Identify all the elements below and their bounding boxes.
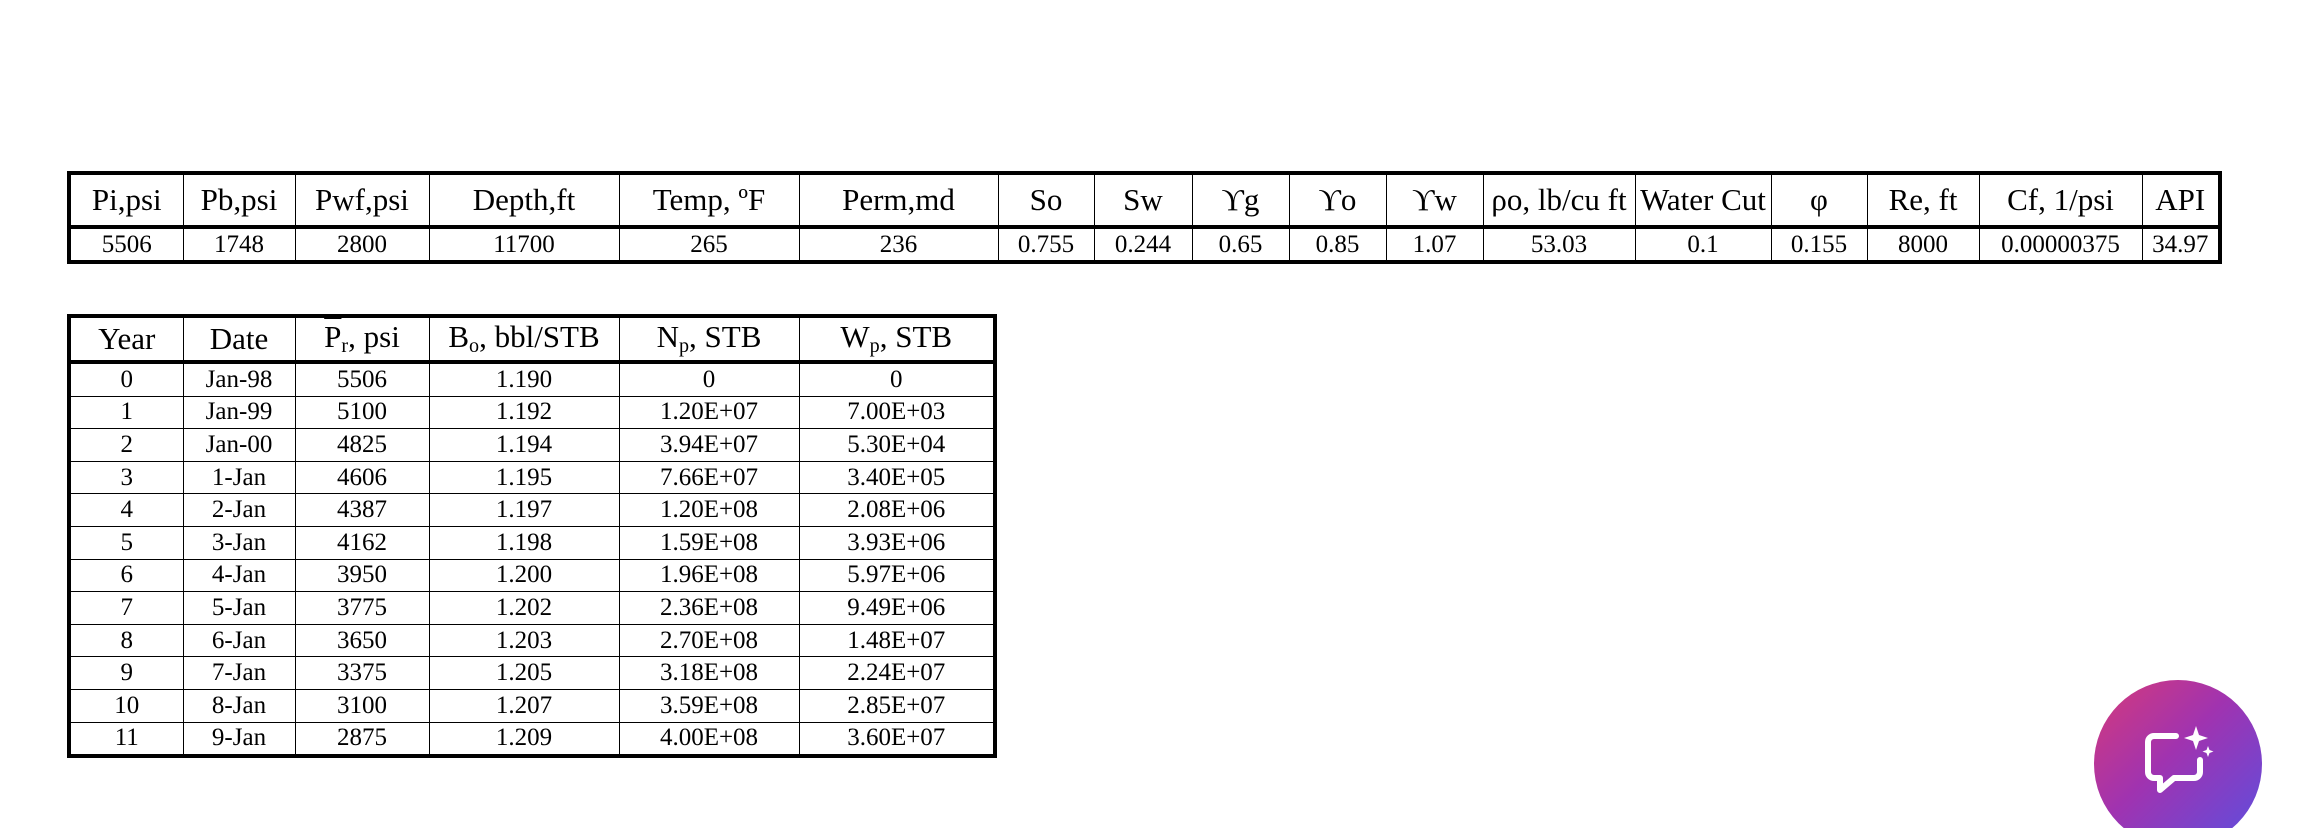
param-value-cell: 1.07 bbox=[1386, 227, 1483, 262]
table-cell: 3.60E+07 bbox=[799, 722, 995, 756]
table-cell: 6-Jan bbox=[183, 624, 295, 657]
table-cell: 4.00E+08 bbox=[619, 722, 799, 756]
table-cell: 1.202 bbox=[429, 592, 619, 625]
table-cell: 1.207 bbox=[429, 689, 619, 722]
table-cell: 4162 bbox=[295, 526, 429, 559]
param-value-cell: 0.85 bbox=[1289, 227, 1386, 262]
table-cell: 1.59E+08 bbox=[619, 526, 799, 559]
param-header-cell: Perm,md bbox=[799, 173, 998, 227]
param-header-cell: Pi,psi bbox=[69, 173, 183, 227]
bo-unit: , bbl/STB bbox=[479, 319, 600, 355]
table-cell: 2.08E+06 bbox=[799, 494, 995, 527]
table-cell: 1.200 bbox=[429, 559, 619, 592]
table-cell: 3.59E+08 bbox=[619, 689, 799, 722]
np-subscript: p bbox=[678, 335, 690, 358]
table-cell: 1.20E+08 bbox=[619, 494, 799, 527]
table-cell: Jan-98 bbox=[183, 362, 295, 396]
header-cumulative-oil bbox=[619, 316, 799, 362]
table-cell: Jan-00 bbox=[183, 429, 295, 462]
header-formation-volume-factor bbox=[429, 316, 619, 362]
param-value-cell: 0.65 bbox=[1192, 227, 1289, 262]
table-row bbox=[69, 362, 995, 396]
param-value-cell: 5506 bbox=[69, 227, 183, 262]
param-header-cell: Cf, 1/psi bbox=[1979, 173, 2142, 227]
assistant-chat-button[interactable] bbox=[2094, 680, 2262, 828]
table-row bbox=[69, 494, 995, 527]
table-cell: 3375 bbox=[295, 657, 429, 690]
table-cell: 4825 bbox=[295, 429, 429, 462]
param-value-cell: 0.755 bbox=[998, 227, 1094, 262]
table-cell: 3.40E+05 bbox=[799, 461, 995, 494]
table-cell: 2.70E+08 bbox=[619, 624, 799, 657]
table-cell: 3-Jan bbox=[183, 526, 295, 559]
table-cell: 8-Jan bbox=[183, 689, 295, 722]
table-cell: 6 bbox=[69, 559, 183, 592]
table-cell: 3.93E+06 bbox=[799, 526, 995, 559]
param-value-cell: 11700 bbox=[429, 227, 619, 262]
wp-unit: , STB bbox=[879, 319, 953, 355]
table-cell: 3650 bbox=[295, 624, 429, 657]
table-row bbox=[69, 722, 995, 756]
param-header-cell: φ bbox=[1771, 173, 1867, 227]
np-unit: , STB bbox=[689, 319, 762, 355]
param-value-cell: 236 bbox=[799, 227, 998, 262]
table-cell: 9 bbox=[69, 657, 183, 690]
production-history-table bbox=[67, 314, 997, 758]
header-year: Year bbox=[69, 316, 183, 362]
chat-sparkle-icon bbox=[2138, 722, 2218, 802]
np-symbol: N bbox=[656, 319, 679, 355]
table-cell: 1.195 bbox=[429, 461, 619, 494]
table-cell: 7.00E+03 bbox=[799, 396, 995, 429]
param-header-cell: Depth,ft bbox=[429, 173, 619, 227]
header-cumulative-water bbox=[799, 316, 995, 362]
table-row bbox=[69, 559, 995, 592]
table-cell: 3.94E+07 bbox=[619, 429, 799, 462]
table-cell: 1.20E+07 bbox=[619, 396, 799, 429]
table-cell: 1.197 bbox=[429, 494, 619, 527]
table-cell: 4606 bbox=[295, 461, 429, 494]
param-header-cell: ρo, lb/cu ft bbox=[1483, 173, 1635, 227]
table-cell: 5-Jan bbox=[183, 592, 295, 625]
table-cell: 4 bbox=[69, 494, 183, 527]
table-cell: 7 bbox=[69, 592, 183, 625]
param-header-cell: Temp, ºF bbox=[619, 173, 799, 227]
param-header-cell: API bbox=[2142, 173, 2220, 227]
param-value-cell: 0.00000375 bbox=[1979, 227, 2142, 262]
history-header-row bbox=[69, 316, 995, 362]
param-header-cell: ϒg bbox=[1192, 173, 1289, 227]
param-value-cell: 8000 bbox=[1867, 227, 1979, 262]
wp-symbol: W bbox=[840, 319, 870, 355]
table-cell: 1.209 bbox=[429, 722, 619, 756]
param-header-cell: Pb,psi bbox=[183, 173, 295, 227]
table-cell: 1.192 bbox=[429, 396, 619, 429]
bo-subscript: o bbox=[469, 335, 480, 358]
table-row bbox=[69, 396, 995, 429]
param-value-cell: 0.244 bbox=[1094, 227, 1192, 262]
table-row bbox=[69, 624, 995, 657]
table-row bbox=[69, 689, 995, 722]
table-cell: 5100 bbox=[295, 396, 429, 429]
wp-subscript: p bbox=[869, 335, 880, 358]
table-cell: 1.203 bbox=[429, 624, 619, 657]
table-cell: 2.24E+07 bbox=[799, 657, 995, 690]
table-cell: 0 bbox=[799, 362, 995, 396]
table-cell: 3100 bbox=[295, 689, 429, 722]
table-cell: 2875 bbox=[295, 722, 429, 756]
table-cell: 1.205 bbox=[429, 657, 619, 690]
table-row bbox=[69, 526, 995, 559]
table-cell: 10 bbox=[69, 689, 183, 722]
table-cell: 7-Jan bbox=[183, 657, 295, 690]
table-cell: 7.66E+07 bbox=[619, 461, 799, 494]
table-cell: 1.198 bbox=[429, 526, 619, 559]
param-header-cell: ϒo bbox=[1289, 173, 1386, 227]
param-value-cell: 0.155 bbox=[1771, 227, 1867, 262]
table-cell: 1.96E+08 bbox=[619, 559, 799, 592]
bo-symbol: B bbox=[448, 319, 469, 355]
param-value-cell: 34.97 bbox=[2142, 227, 2220, 262]
table-cell: Jan-99 bbox=[183, 396, 295, 429]
table-cell: 3 bbox=[69, 461, 183, 494]
table-row bbox=[69, 657, 995, 690]
table-cell: 2.36E+08 bbox=[619, 592, 799, 625]
param-value-cell: 0.1 bbox=[1635, 227, 1771, 262]
pr-unit: , psi bbox=[348, 319, 400, 355]
table-cell: 2-Jan bbox=[183, 494, 295, 527]
param-header-cell: Pwf,psi bbox=[295, 173, 429, 227]
history-table-body bbox=[69, 362, 995, 756]
header-date: Date bbox=[183, 316, 295, 362]
header-average-pressure bbox=[295, 316, 429, 362]
table-row bbox=[69, 592, 995, 625]
table-cell: 3950 bbox=[295, 559, 429, 592]
table-row bbox=[69, 461, 995, 494]
table-cell: 3775 bbox=[295, 592, 429, 625]
table-cell: 3.18E+08 bbox=[619, 657, 799, 690]
table-cell: 5.97E+06 bbox=[799, 559, 995, 592]
pr-symbol: $\overline{P}$ bbox=[324, 319, 342, 355]
table-cell: 1.190 bbox=[429, 362, 619, 396]
table-cell: 5 bbox=[69, 526, 183, 559]
table-cell: 0 bbox=[619, 362, 799, 396]
table-row bbox=[69, 429, 995, 462]
table-cell: 8 bbox=[69, 624, 183, 657]
param-value-cell: 2800 bbox=[295, 227, 429, 262]
param-header-cell: ϒw bbox=[1386, 173, 1483, 227]
param-header-cell: Re, ft bbox=[1867, 173, 1979, 227]
table-cell: 11 bbox=[69, 722, 183, 756]
table-cell: 5.30E+04 bbox=[799, 429, 995, 462]
pr-subscript: r bbox=[341, 335, 349, 358]
table-cell: 2.85E+07 bbox=[799, 689, 995, 722]
param-value-cell: 265 bbox=[619, 227, 799, 262]
table-cell: 4387 bbox=[295, 494, 429, 527]
params-value-row bbox=[69, 227, 2220, 262]
reservoir-parameters-table bbox=[67, 171, 2222, 264]
table-cell: 9.49E+06 bbox=[799, 592, 995, 625]
table-cell: 1.194 bbox=[429, 429, 619, 462]
table-cell: 1.48E+07 bbox=[799, 624, 995, 657]
param-header-cell: So bbox=[998, 173, 1094, 227]
table-cell: 4-Jan bbox=[183, 559, 295, 592]
param-header-cell: Sw bbox=[1094, 173, 1192, 227]
param-header-cell: Water Cut bbox=[1635, 173, 1771, 227]
table-cell: 1 bbox=[69, 396, 183, 429]
table-cell: 2 bbox=[69, 429, 183, 462]
table-cell: 9-Jan bbox=[183, 722, 295, 756]
table-cell: 1-Jan bbox=[183, 461, 295, 494]
param-value-cell: 1748 bbox=[183, 227, 295, 262]
params-header-row bbox=[69, 173, 2220, 227]
param-value-cell: 53.03 bbox=[1483, 227, 1635, 262]
table-cell: 0 bbox=[69, 362, 183, 396]
table-cell: 5506 bbox=[295, 362, 429, 396]
